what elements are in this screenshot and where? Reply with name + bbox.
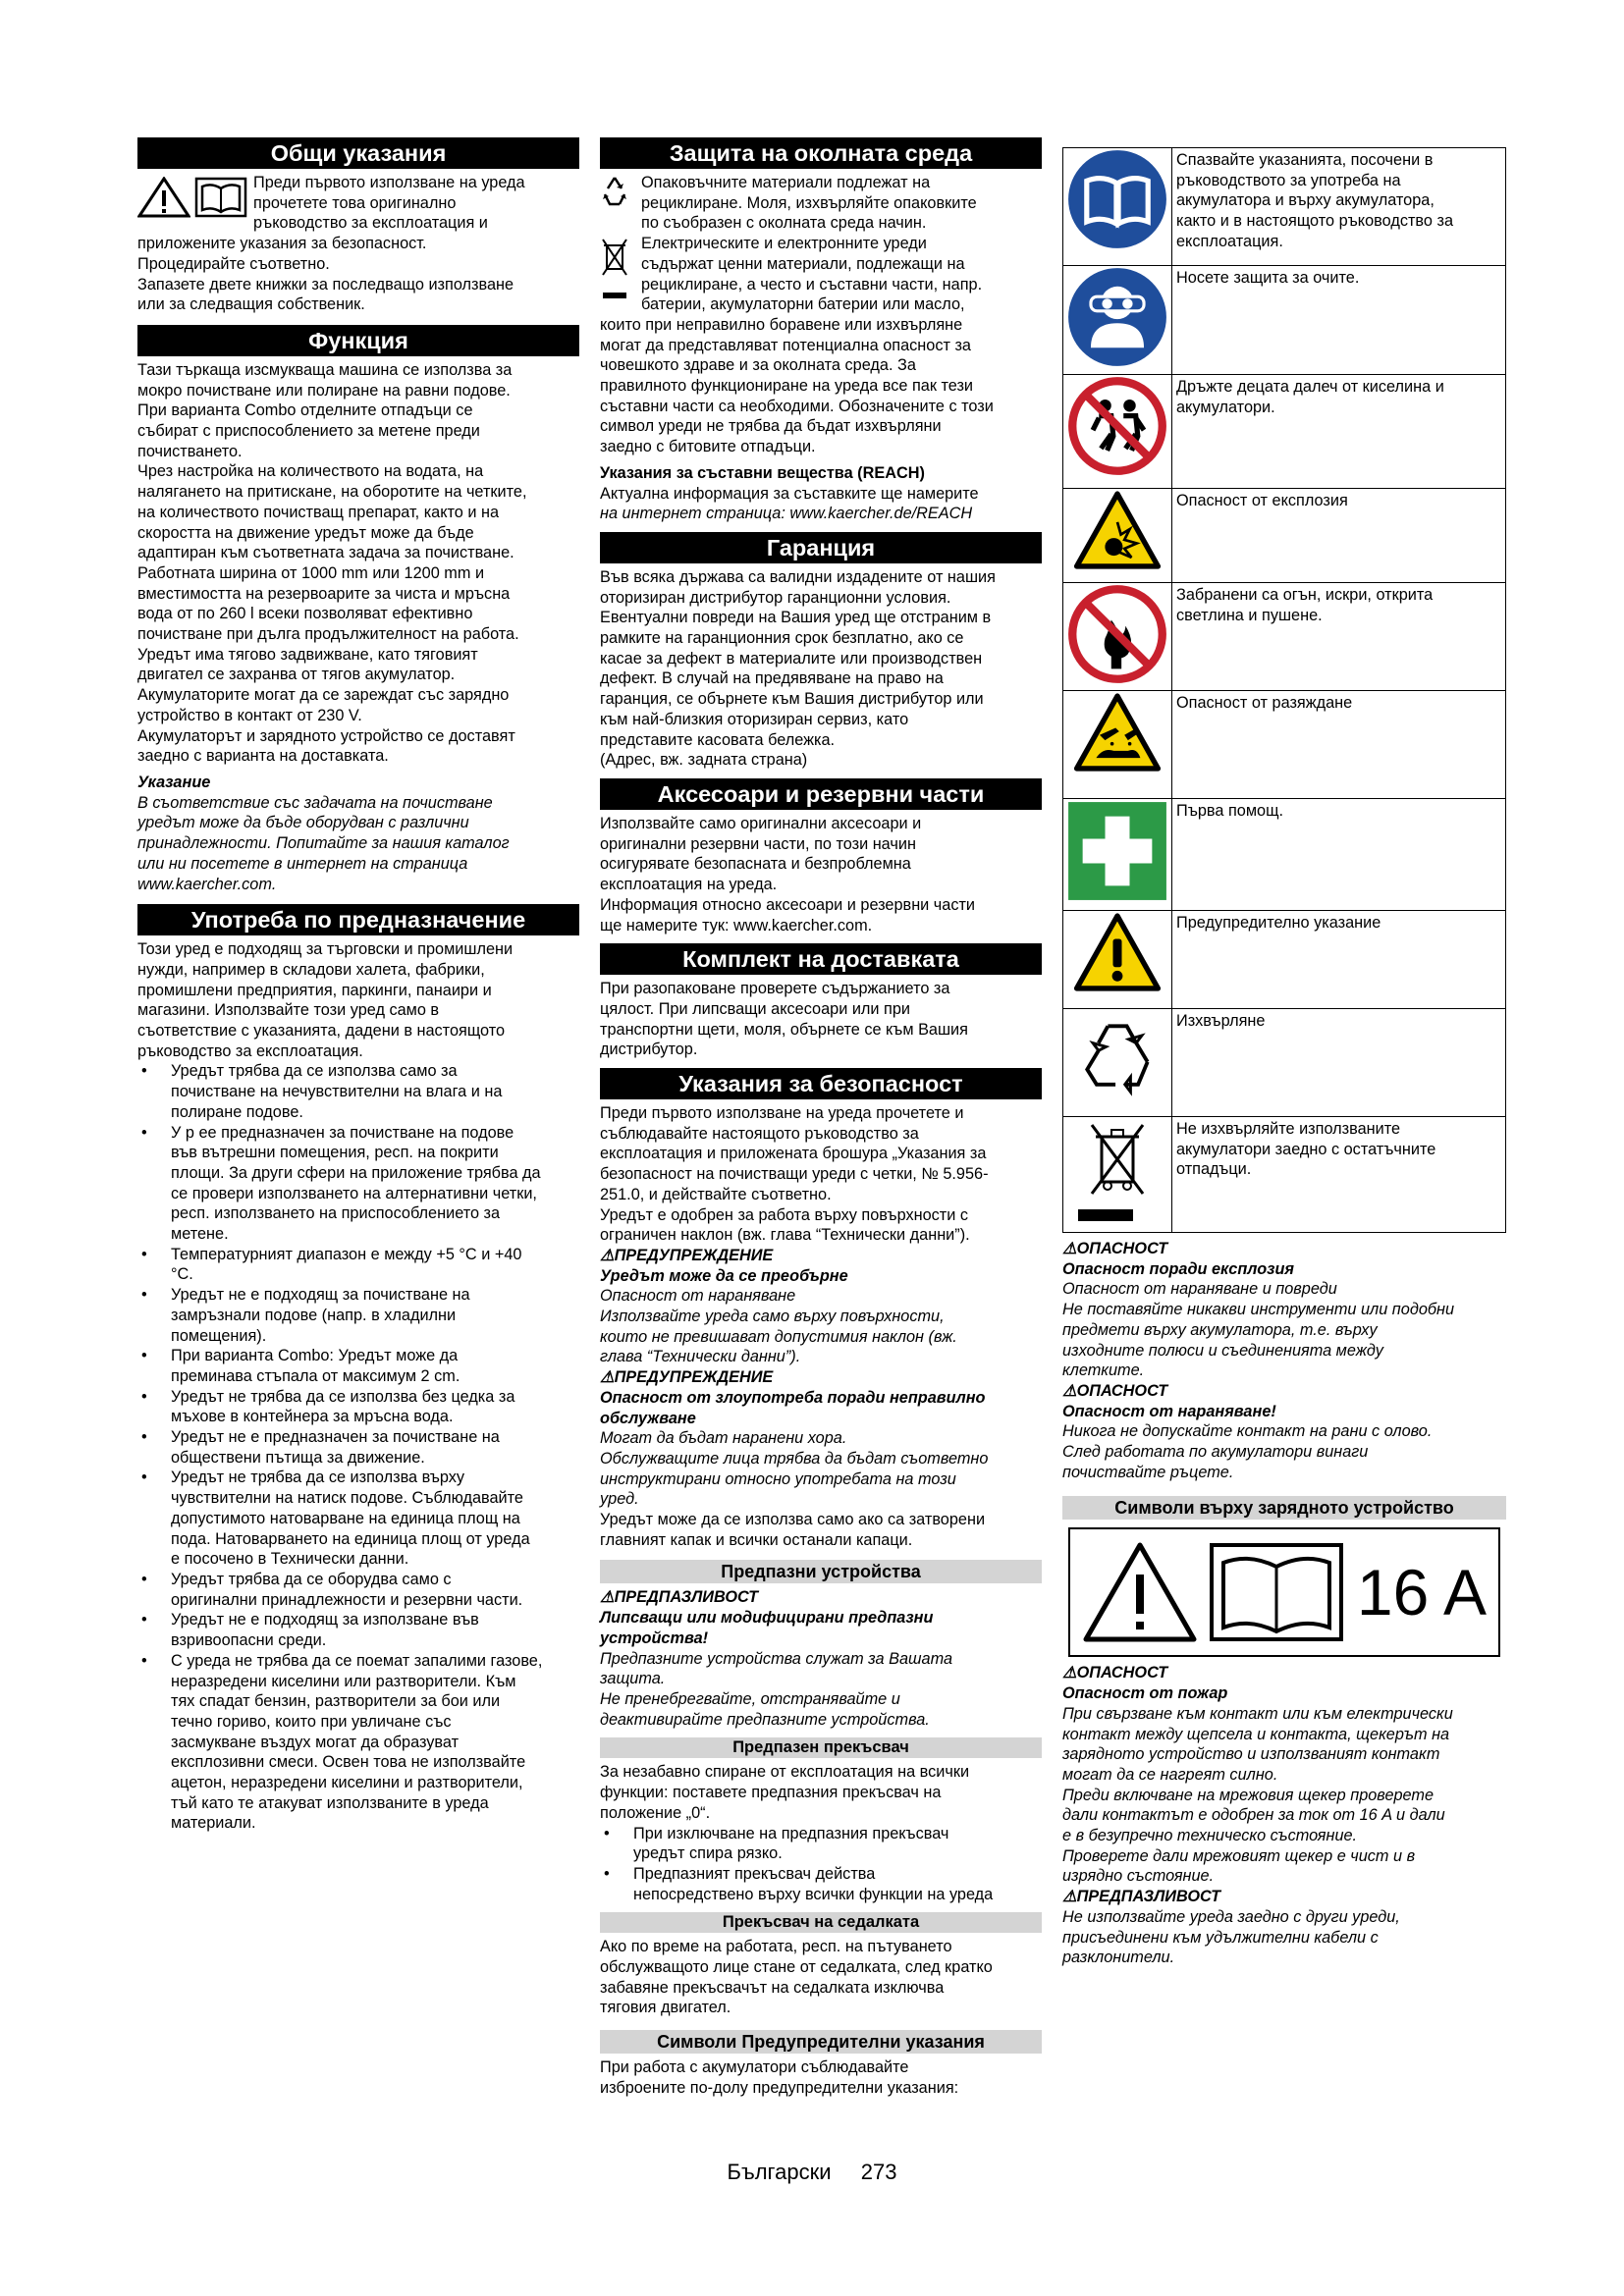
text-line: Тази търкаща изсмукваща машина се използва за [137,360,513,379]
safety-heading: Указания за безопасност [600,1068,1042,1099]
warning-head: ⚠ПРЕДУПРЕЖДЕНИЕ [600,1368,774,1387]
text-line: рециклиране, а често и съставни части, напр. [641,275,983,294]
text-line: съответствие с указанията, дадени в настоящото [137,1022,506,1041]
danger-head: ⚠ОПАСНОСТ [1062,1664,1168,1682]
page-footer [0,2160,1624,2185]
list-item: • Уредът не е подходящ за почистване на замръзнали подове (напр. в хладилни помещения). [137,1285,579,1346]
table-row [1063,911,1506,1009]
text-line: транспортни щети, моля, обърнете се към Вашия [600,1020,968,1039]
text-line: дефект. В случай на предявяване на право на [600,669,944,688]
no-children-icon [1066,375,1168,477]
text-line: уред. [600,1490,639,1509]
text-line: налягането на притискане, на оборотите на четките, [137,483,527,502]
text-line: могат да представляват потенциална опасност за [600,336,971,354]
extension-caution [1062,1887,1506,1968]
text-line: Чрез настройка на количеството на водата, на [137,462,484,481]
text-line: експлоатация на уреда. [600,876,778,894]
text-line: оригинални резервни части, по този начин [600,834,916,853]
text-line: Използвайте само оригинални аксесоари и [600,814,922,832]
text-line: Уредът има тягово задвижване, като тяговият [137,645,478,664]
text-line: вместимостта на резервоарите за чиста и мръсна [137,584,511,603]
warning-title: Опасност от злоупотреба поради неправилно [600,1388,986,1407]
text-line: глава “Технически данни”). [600,1348,801,1366]
crossed-bin-small-icon [600,236,629,304]
note-title: Указание [137,773,211,791]
danger-title: Опасност поради експлозия [1062,1259,1294,1278]
text-line: След работата по акумулатори винаги [1062,1443,1369,1462]
text-line: заедно с варианта на доставката. [137,747,389,766]
text-line: деактивирайте предпазните устройства. [600,1710,930,1729]
text-line: мокро почистване или полиране на равни подове. [137,381,511,400]
explosion-danger [1062,1239,1506,1381]
text-line: Преди включване на мрежовия щекер проверете [1062,1786,1435,1804]
symbol-text: Носете защита за очите. [1172,266,1506,375]
text-line: човешкото здраве и за околната среда. За [600,356,916,375]
text-line: Електрическите и електронните уреди [641,235,927,253]
text-line: Уредът може да се използва само ако са затворени [600,1511,986,1529]
symbol-cell [1063,489,1172,583]
warning-head: ⚠ПРЕДУПРЕЖДЕНИЕ [600,1246,774,1264]
text-line: Опасност от нараняване и повреди [1062,1280,1337,1299]
text-line: функции: поставете предпазния прекъсвач на [600,1784,942,1802]
charger-current-rating: 16 A [1356,1556,1488,1629]
table-row [1063,266,1506,375]
text-line: цялост. При липсващи аксесоари или при [600,999,911,1018]
text-line: При разопаковане проверете съдържанието за [600,980,950,998]
text-line: Акумулаторът и зарядното устройство се доставят [137,726,515,745]
list-item: • У р ее предназначен за почистване на подове във вътрешни помещения, респ. на покрити площи. За други сфери на приложение трябва да се провери използването на алтернативни четки, респ. използването на приспособлението за метене. [137,1123,579,1245]
warning-title: обслужване [600,1409,696,1427]
text-line: символ уреди не трябва да бъдат изхвърляни [600,417,942,436]
danger-head: ⚠ОПАСНОСТ [1062,1240,1168,1257]
text-line: експлоатация и приложената брошура „Указания за [600,1145,987,1163]
delivery-heading: Комплект на доставката [600,943,1042,975]
note-line: уредът може да бъде оборудван с различни [137,814,469,832]
text-line: При варианта Combo отделните отпадъци се [137,401,473,420]
text-line: които не превишават допустимия наклон (вж. [600,1327,957,1346]
warning-title: Уредът може да се преобърне [600,1266,848,1285]
text-line: изброените по-долу предупредителни указания: [600,2078,959,2097]
environment-section [600,173,1042,524]
text-line: представите касовата бележка. [600,730,836,749]
list-item: • С уреда не трябва да се поемат запалими газове, неразредени киселини или разтворители. Към тях спадат бензин, разтворители за бои или течно гориво, които при увличане със засмукване въздух могат да образуват експлозивни смеси. Освен това не използвайте ацетон, неразредени киселини и разтворители, тъй като те атакуват използваните в уреда материали. [137,1651,579,1834]
general-section [137,173,579,315]
text-line: Не поставяйте никакви инструменти или подобни [1062,1301,1455,1319]
text-line: ще намерите тук: www.kaercher.com. [600,916,873,934]
symbol-cell [1063,691,1172,799]
general-icons [137,177,247,218]
text-line: които при неправилно боравене или изхвърляне [600,315,963,334]
text-line: Опасност от нараняване [600,1287,796,1306]
charger-manual-icon [1208,1541,1345,1643]
text-line: към най-близкия оторизиран сервиз, като [600,710,909,728]
list-item: • При варианта Combo: Уредът може да преминава стъпала от максимум 2 cm. [137,1346,579,1386]
footer-language: Български [727,2160,832,2184]
symbol-cell [1063,375,1172,489]
symbol-cell [1063,148,1172,266]
list-item: • Уредът трябва да се оборудва само с оригинални принадлежности и резервни части. [137,1570,579,1610]
note-line: принадлежности. Попитайте за нашия каталог [137,834,510,853]
caution-head: ⚠ПРЕДПАЗЛИВОСТ [1062,1888,1221,1906]
column-2 [600,135,1042,2099]
list-item: • Уредът трябва да се използва само за почистване на нечувствителни на влага и на полиране подове. [137,1061,579,1122]
text-line: касае за дефект в материалите или производствен [600,649,983,667]
corrosion-icon [1073,691,1162,774]
charger-symbols-box [1068,1527,1500,1657]
charger-warning-icon [1082,1541,1198,1643]
symbol-cell [1063,1117,1172,1233]
caution-head: ⚠ПРЕДПАЗЛИВОСТ [600,1588,759,1607]
text-line: За незабавно спиране от експлоатация на всички [600,1763,970,1782]
warranty-heading: Гаранция [600,532,1042,563]
text-line: дистрибутор. [600,1041,698,1059]
table-row [1063,691,1506,799]
text-line: дали контактът е одобрен за ток от 16 A и дали [1062,1806,1445,1825]
symbol-cell [1063,583,1172,691]
crossed-bin-icon [1068,1117,1166,1225]
charger-symbols-heading: Символи върху зарядното устройство [1062,1496,1506,1520]
symbol-cell [1063,911,1172,1009]
symbol-text: Първа помощ. [1172,799,1506,911]
text-line: Предпазните устройства служат за Вашата [600,1649,953,1668]
general-line: прочетете това оригинално [253,193,457,212]
text-line: Опаковъчните материали подлежат на [641,174,931,191]
text-line: Работната ширина от 1000 mm или 1200 mm и [137,563,485,582]
text-line: Не пренебрегвайте, отстранявайте и [600,1690,900,1708]
note-line: В съответствие със задачата на почистване [137,793,493,812]
text-line: Акумулаторите могат да се зареждат със зарядно [137,686,510,705]
danger-title: Опасност от нараняване! [1062,1402,1276,1420]
safety-switch-heading: Предпазен прекъсвач [600,1737,1042,1758]
text-line: рециклиране. Моля, изхвърляйте опаковките [641,193,977,212]
intended-use-list [137,1061,579,1834]
text-line: промишлени предприятия, паркинги, панаири и [137,981,492,999]
text-line: инструктирани относно употребата на този [600,1469,956,1488]
text-line: съблюдавайте настоящото ръководство за [600,1124,919,1143]
text-line: клетките. [1062,1362,1145,1380]
fire-danger [1062,1663,1506,1887]
text-line: безопасност на почистващи уреди с четки, № 5.956- [600,1165,989,1184]
general-line: Процедирайте съответно. [137,254,330,273]
text-line: нужди, например в складови халета, фабрики, [137,960,485,979]
text-line: рамките на гаранционния срок безплатно, ако се [600,629,964,648]
list-item: • Уредът не трябва да се използва върху чувствителни на натиск подове. Съблюдавайте допустимото натоварване на единица площ на пода. Натоварването на единица площ от уреда е посочено в Технически данни. [137,1468,579,1570]
injury-danger [1062,1381,1506,1483]
manual-book-icon [194,177,247,218]
intended-use-heading: Употреба по предназначение [137,904,579,935]
column-3 [1062,135,1506,1968]
symbol-cell [1063,266,1172,375]
danger-title: Опасност от пожар [1062,1684,1228,1703]
general-line: Запазете двете книжки за последващо използване [137,275,514,294]
note-line: www.kaercher.com. [137,875,277,893]
list-item: • Уредът не е предназначен за почистване на обществени пътища за движение. [137,1427,579,1468]
function-heading: Функция [137,325,579,356]
table-row [1063,489,1506,583]
text-line: предмети върху акумулатора, т.е. върху [1062,1320,1378,1339]
symbol-text: Спазвайте указанията, посочени в ръководството за употреба на акумулатора и върху акумулатора, както и в настоящото ръководство за експлоатация. [1172,148,1506,266]
text-line: Не използвайте уреда заедно с други уреди, [1062,1907,1400,1926]
text-line: почистване при дълга продължителност на работа. [137,625,519,644]
list-item: • Температурният диапазон е между +5 °C и +40 °C. [137,1245,579,1285]
general-line: или за следващия собственик. [137,295,365,314]
text-line: устройство в контакт от 230 V. [137,706,362,724]
text-line: магазини. Използвайте този уред само в [137,1001,440,1020]
page-number: 273 [860,2160,897,2184]
symbol-text: Дръжте децата далеч от киселина и акумулатори. [1172,375,1506,489]
text-line: забавяне прекъсвачът на седалката изключва [600,1978,945,1997]
text-line: главният капак и всички останали капаци. [600,1530,913,1549]
symbol-text: Изхвърляне [1172,1009,1506,1117]
environment-heading: Защита на околната среда [600,137,1042,169]
reach-link[interactable]: на интернет страница: www.kaercher.de/REACH [600,505,973,523]
text-line: на количеството почистващ препарат, както и на [137,503,500,521]
recycle-icon [1070,1009,1164,1103]
text-line: Актуална информация за съставките ще намерите [600,484,979,503]
text-line: изрядно състояние. [1062,1867,1215,1886]
text-line: Никога не допускайте контакт на рани с олово. [1062,1422,1433,1441]
text-line: Преди първото използване на уреда прочетете и [600,1104,964,1123]
note-line: или ни посетете в интернет на страница [137,854,468,873]
text-line: защита. [600,1670,666,1688]
general-line: приложените указания за безопасност. [137,235,427,253]
text-line: (Адрес, вж. задната страна) [600,751,808,770]
symbol-text: Не изхвърляйте използваните акумулатори заедно с остатъчните отпадъци. [1172,1117,1506,1233]
list-item: • Уредът не трябва да се използва без цедка за мъхове в контейнера за мръсна вода. [137,1387,579,1427]
table-row [1063,1117,1506,1233]
text-line: двигател се захранва от тягов акумулатор. [137,666,456,684]
accessories-heading: Аксесоари и резервни части [600,778,1042,810]
text-line: оторизиран дистрибутор гаранционни условия. [600,588,951,607]
text-line: обслужващото лице стане от седалката, след кратко [600,1958,993,1977]
column-1 [137,135,579,1834]
text-line: ръководство за експлоатация. [137,1041,363,1060]
text-line: осигурявате безопасната и безпроблемна [600,855,911,874]
warning-triangle-icon [137,177,190,218]
text-line: по съобразен с околната среда начин. [641,214,927,233]
warning-icon [1073,911,1162,993]
text-line: събират с приспособлението за метене преди [137,422,480,441]
text-line: батерии, акумулаторни батерии или масло, [641,295,965,314]
table-row [1063,375,1506,489]
function-text [137,360,579,767]
symbol-cell [1063,799,1172,911]
caution-title: устройства! [600,1629,709,1647]
list-item: • Предпазният прекъсвач действа непосредствено върху всички функции на уреда [600,1864,1042,1904]
text-line: Този уред е подходящ за търговски и промишлени [137,940,514,959]
list-item: • Уредът не е подходящ за използване във взривоопасни среди. [137,1610,579,1650]
text-line: почиствайте ръцете. [1062,1463,1234,1481]
symbol-text: Предупредително указание [1172,911,1506,1009]
general-heading: Общи указания [137,137,579,169]
text-line: Евентуални повреди на Вашия уред ще отстраним в [600,609,992,627]
text-line: съдържат ценни материали, подлежащи на [641,254,965,273]
seat-switch-heading: Прекъсвач на седалката [600,1912,1042,1933]
text-line: контакт между щепсела и контакта, щекерът на [1062,1725,1450,1743]
text-line: правилното функциониране на уреда все пак тези [600,377,974,396]
text-line: е в безупречно техническо състояние. [1062,1827,1358,1845]
list-item: • При изключване на предпазния прекъсвач уредът спира рязко. [600,1824,1042,1864]
explosion-icon [1073,489,1162,571]
text-line: гаранция, се обърнете към Вашия дистрибутор или [600,690,984,709]
text-line: адаптиран към съответната задача за почистване. [137,544,514,562]
table-row [1063,148,1506,266]
text-line: почистването. [137,442,243,460]
danger-head: ⚠ОПАСНОСТ [1062,1381,1168,1400]
text-line: изходните полюси и съединенията между [1062,1341,1383,1360]
text-line: присъединени към удължителни кабели с [1062,1928,1379,1947]
symbol-text: Опасност от разяждане [1172,691,1506,799]
text-line: Във всяка държава са валидни издадените от нашия [600,567,996,586]
text-line: положение „0“. [600,1803,711,1822]
text-line: могат да се нагреят силно. [1062,1765,1278,1784]
text-line: Могат да бъдат наранени хора. [600,1429,847,1448]
general-line: Преди първото използване на уреда [253,174,525,191]
text-line: Информация относно аксесоари и резервни части [600,895,976,914]
text-line: Уредът е одобрен за работа върху повърхности с [600,1205,968,1224]
table-row [1063,1009,1506,1117]
reach-title: Указания за съставни вещества (REACH) [600,463,925,482]
protective-devices-heading: Предпазни устройства [600,1560,1042,1583]
symbol-text: Забранени са огън, искри, открита светлина и пушене. [1172,583,1506,691]
text-line: При свързване към контакт или към електрически [1062,1704,1453,1723]
text-line: Обслужващите лица трябва да бъдат съответно [600,1449,989,1468]
table-row [1063,799,1506,911]
safety-switch-list [600,1824,1042,1905]
text-line: съставни части са необходими. Обозначените с този [600,397,994,415]
symbol-text: Опасност от експлозия [1172,489,1506,583]
text-line: 251.0, и действайте съответно. [600,1185,832,1203]
table-row [1063,583,1506,691]
text-line: скоростта на движение уредът може да бъде [137,523,474,542]
text-line: Ако по време на работата, респ. на пътуването [600,1938,952,1956]
text-line: тяговия двигател. [600,1999,731,2017]
text-line: ограничен наклон (вж. глава “Технически данни”). [600,1226,970,1245]
symbol-cell [1063,1009,1172,1117]
text-line: вода от по 260 l всеки позволяват ефективно [137,605,473,623]
recycle-small-icon [600,175,629,208]
no-fire-icon [1066,583,1168,685]
general-line: ръководство за експлоатация и [253,214,488,233]
text-line: зарядното устройство и използваният контакт [1062,1745,1440,1764]
warning-symbols-heading: Символи Предупредителни указания [600,2030,1042,2054]
text-line: Използвайте уреда само върху повърхности, [600,1308,945,1326]
text-line: заедно с битовите отпадъци. [600,438,816,456]
text-line: При работа с акумулатори съблюдавайте [600,2058,909,2077]
manual-icon [1066,148,1168,250]
first-aid-icon [1066,799,1168,903]
goggles-icon [1066,266,1168,368]
caution-title: Липсващи или модифицирани предпазни [600,1609,934,1628]
battery-symbols-table [1062,147,1506,1233]
text-line: Проверете дали мрежовият щекер е чист и в [1062,1846,1416,1865]
text-line: разклонители. [1062,1949,1175,1967]
